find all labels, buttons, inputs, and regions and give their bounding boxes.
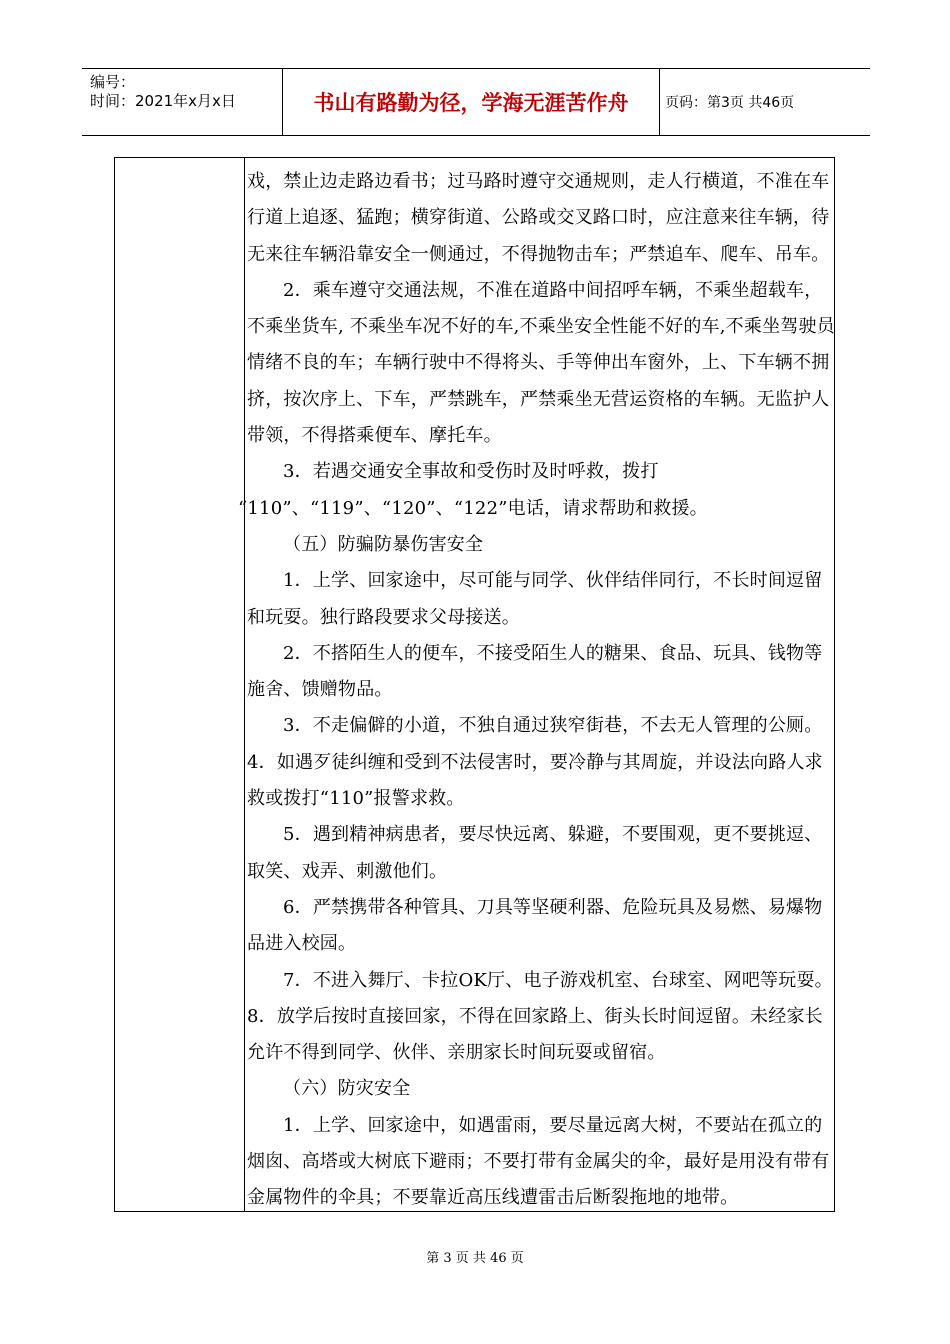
content-table	[114, 157, 835, 1212]
serial-label: 编号：	[90, 73, 136, 91]
page-header	[82, 68, 870, 136]
header-motto: 书山有路勤为径，学海无涯苦作舟	[283, 69, 660, 135]
table-left-column	[115, 158, 245, 1211]
section-heading: （六）防灾安全	[283, 1078, 411, 1100]
table-content-cell	[238, 164, 835, 1217]
paragraph: 5．遇到精神病患者，要尽快远离、躲避，不要围观，更不要挑逗、取笑、戏弄、刺激他们。	[247, 824, 823, 882]
paragraph: 6．严禁携带各种管具、刀具等坚硬利器、危险玩具及易燃、易爆物品进入校园。	[247, 896, 823, 955]
paragraph: 7．不进入舞厅、卡拉OK厅、电子游戏机室、台球室、网吧等玩耍。 8．放学后按时直接回家，不得在回家路上、街头长时间逗留。未经家长允许不得到同学、伙伴、亲朋家长时间玩耍或留宿。	[247, 969, 833, 1064]
page-footer: 第 3 页 共 46 页	[426, 1251, 524, 1266]
paragraph: 1．上学、回家途中，尽可能与同学、伙伴结伴同行，不长时间逗留和玩耍。独行路段要求父母接送。	[247, 570, 823, 628]
paragraph: 2．乘车遵守交通法规，不准在道路中间招呼车辆，不乘坐超载车，不乘坐货车, 不乘坐车况不好的车,不乘坐安全性能不好的车,不乘坐驾驶员情绪不良的车；车辆行驶中不得将头、手等伸出车窗外，上、下车辆不拥挤，按次序上、下车，严禁跳车，严禁乘坐无营运资格的车辆。无监护人带领，不得搭乘便车、摩托车。	[247, 279, 835, 447]
header-page-code: 页码：第3页 共46页	[665, 95, 795, 111]
header-meta	[82, 69, 283, 135]
paragraph: “110”、“119”、“120”、“122”电话，请求帮助和救援。	[238, 497, 708, 519]
paragraph: 3．不走偏僻的小道，不独自通过狭窄街巷，不去无人管理的公厕。 4．如遇歹徒纠缠和受到不法侵害时，要冷静与其周旋，并设法向路人求救或拨打“110”报警求救。	[247, 715, 823, 810]
section-heading: （五）防骗防暴伤害安全	[283, 533, 484, 555]
paragraph: 3．若遇交通安全事故和受伤时及时呼救，拨打	[283, 461, 659, 483]
time-label: 时间：2021年x月x日	[90, 92, 236, 110]
paragraph: 1．上学、回家途中，如遇雷雨，要尽量远离大树，不要站在孤立的烟囱、高塔或大树底下避雨；不要打带有金属尖的伞，最好是用没有带有金属物件的伞具；不要靠近高压线遭雷击后断裂拖地的地带。	[247, 1114, 830, 1209]
paragraph: 戏，禁止边走路边看书；过马路时遵守交通规则，走人行横道，不准在车行道上追逐、猛跑；横穿街道、公路或交叉路口时，应注意来往车辆，待无来往车辆沿靠安全一侧通过，不得抛物击车；严禁追车、爬车、吊车。	[247, 171, 830, 265]
paragraph: 2．不搭陌生人的便车，不接受陌生人的糖果、食品、玩具、钱物等施舍、馈赠物品。	[247, 642, 823, 701]
